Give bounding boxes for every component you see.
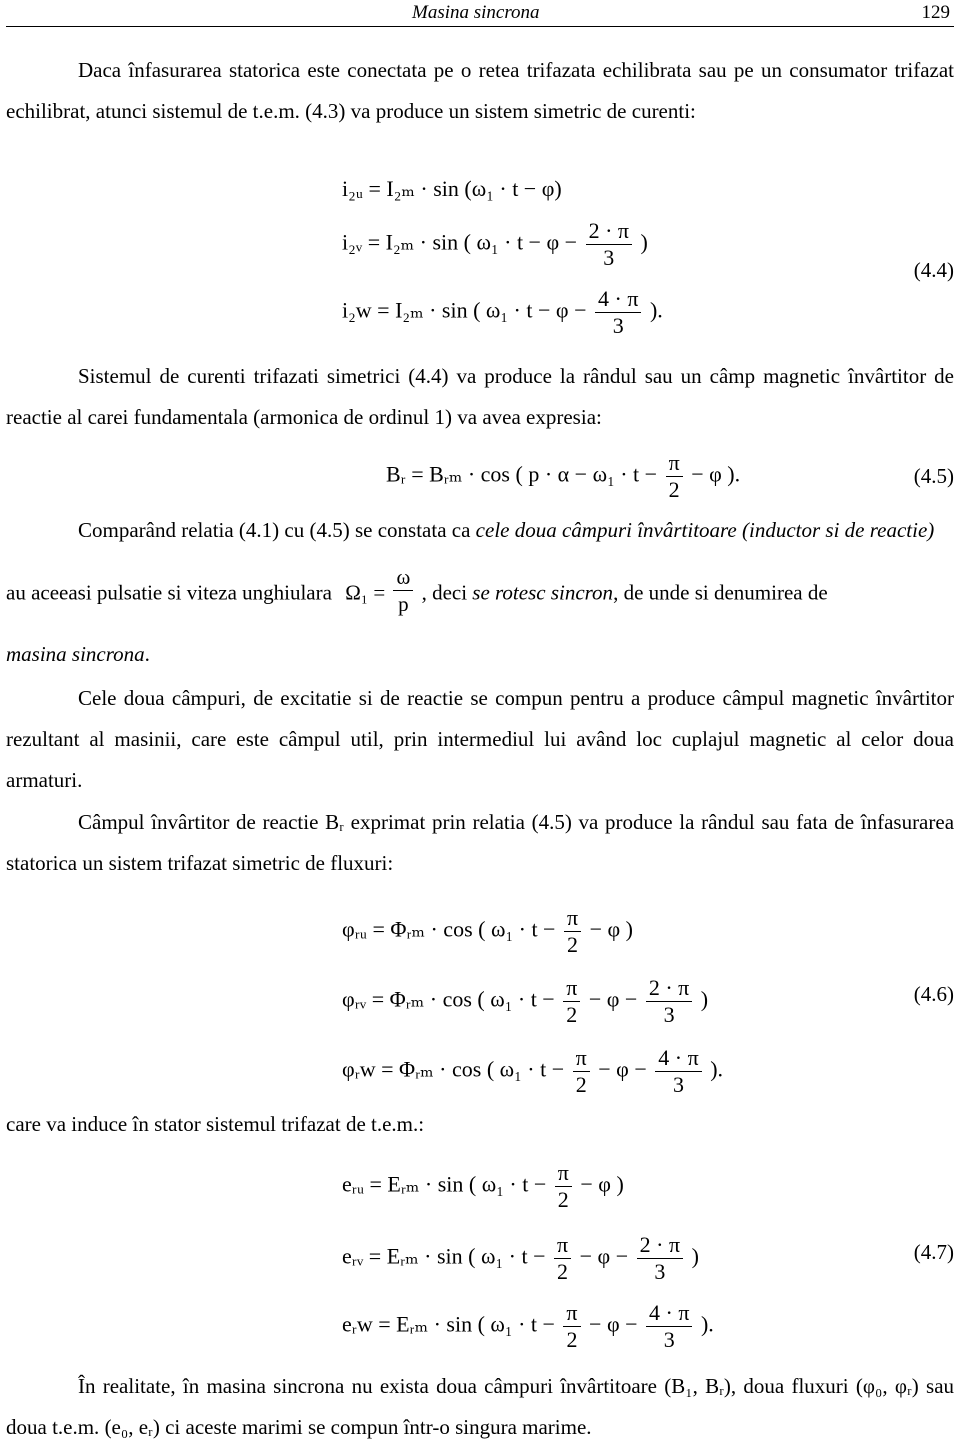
numerator: π (555, 1160, 572, 1187)
paragraph-intro: Daca înfasurarea statorica este conectata pe o retea trifazata echilibrata sau pe un consumator trifazat echilibrat, atunci sistemul de t.e.m. (4.3) va produce un sistem simetric de curenti: (6, 58, 954, 123)
numerator: 2 · π (586, 218, 632, 245)
denominator: p (398, 592, 409, 616)
denominator: 3 (672, 1072, 684, 1097)
fraction (555, 1160, 572, 1213)
symbol: Bᵣ (325, 810, 344, 834)
denominator: 2 (668, 477, 680, 502)
paragraph-resultant: Cele doua câmpuri, de excitatie si de reactie se compun pentru a produce câmpul magnetic învârtitor rezultant al masinii, care este câmpul util, prin intermediul lui având loc cuplajul magnetic al celor doua armaturi. (6, 686, 954, 792)
eq-text: eᵣᵤ = Eᵣₘ · sin ( ω₁ · t − (342, 1171, 547, 1197)
text: . (144, 642, 150, 666)
fraction (586, 218, 632, 271)
paragraph-reality (6, 1366, 954, 1448)
text: În realitate, în masina sincrona nu exista doua câmpuri învârtitoare (78, 1374, 657, 1398)
paragraph-field: Sistemul de curenti trifazati simetrici (4.4) va produce la rândul sau un câmp magnetic învârtitor de reactie al carei fundamentala (armonica de ordinul 1) va avea expresia: (6, 364, 954, 429)
eq-text: − φ ) (589, 916, 634, 942)
text: , deci (421, 580, 468, 605)
equation-4-6-line-2 (342, 975, 708, 1028)
eq-text: − φ − (589, 1311, 638, 1337)
fraction (666, 450, 683, 503)
denominator: 2 (557, 1259, 569, 1284)
numerator: π (666, 450, 683, 477)
text: , doua fluxuri (730, 1374, 849, 1398)
eq-text: φᵣᵤ = Φᵣₘ · cos ( ω₁ · t − (342, 916, 556, 942)
numerator: π (564, 905, 581, 932)
numerator: ω (393, 564, 413, 591)
eq-text: eᵣᵥ = Eᵣₘ · sin ( ω₁ · t − (342, 1243, 546, 1269)
equation-number-4-7: (4.7) (913, 1240, 954, 1264)
numerator: π (554, 1232, 571, 1259)
running-title: Masina sincrona (412, 2, 540, 23)
fraction (655, 1045, 701, 1098)
fraction (554, 1232, 571, 1285)
equation-4-7-line-3 (342, 1300, 714, 1353)
header-rule (6, 26, 954, 27)
fraction (563, 1300, 580, 1353)
fraction (646, 975, 692, 1028)
equation-4-4-line-2 (342, 218, 648, 271)
numerator: 2 · π (646, 975, 692, 1002)
text: ci aceste marimi se compun într-o singura marime. (165, 1415, 592, 1439)
numerator: 4 · π (595, 286, 641, 313)
equation-4-6-line-3 (342, 1045, 723, 1098)
eq-text: − φ ). (691, 461, 741, 487)
equation-number-4-6: (4.6) (913, 982, 954, 1006)
fraction (564, 905, 581, 958)
numerator: π (563, 1300, 580, 1327)
eq-text: − φ − (579, 1243, 629, 1269)
eq-text: i₂ᵥ = I₂ₘ · sin ( ω₁ · t − φ − (342, 229, 578, 255)
denominator: 2 (567, 932, 579, 957)
denominator: 2 (557, 1187, 569, 1212)
eq-text: φᵣᵥ = Φᵣₘ · cos ( ω₁ · t − (342, 986, 555, 1012)
equation-4-6-line-1 (342, 905, 633, 958)
eq-text: ). (649, 297, 663, 323)
equation-4-4-line-3 (342, 286, 663, 339)
paragraph-compare-l1 (78, 518, 954, 558)
equation-4-4-line-1: i₂ᵤ = I₂ₘ · sin (ω₁ · t − φ) (342, 176, 562, 201)
denominator: 3 (603, 245, 615, 270)
equation-4-5 (386, 450, 740, 503)
eq-text: − φ − (588, 986, 638, 1012)
numerator: 4 · π (646, 1300, 692, 1327)
equation-number-4-4: (4.4) (913, 258, 954, 282)
eq-text: ). (700, 1311, 714, 1337)
numerator: 4 · π (655, 1045, 701, 1072)
paragraph-fluxes (6, 802, 954, 884)
page-header (0, 0, 960, 30)
eq-text: ) (700, 986, 709, 1012)
numerator: π (573, 1045, 590, 1072)
denominator: 3 (663, 1327, 675, 1352)
eq-text: eᵣw = Eᵣₘ · sin ( ω₁ · t − (342, 1311, 555, 1337)
text: Comparând relatia (4.1) cu (4.5) se constata ca (78, 518, 471, 542)
fraction (563, 975, 580, 1028)
numerator: 2 · π (637, 1232, 683, 1259)
eq-text: − φ ) (580, 1171, 624, 1197)
equation-4-7-line-2 (342, 1232, 699, 1285)
text: au aceeasi pulsatie si viteza unghiulara (6, 580, 332, 605)
symbol: (B₁, Bᵣ) (664, 1374, 731, 1398)
page-number: 129 (921, 2, 950, 23)
symbol: (e₀, eᵣ) (104, 1415, 160, 1439)
text: Câmpul învârtitor de reactie (78, 810, 319, 834)
symbol: (φ₀, φᵣ) (855, 1374, 919, 1398)
denominator: 2 (566, 1327, 578, 1352)
emphasis: cele doua câmpuri învârtitoare (inductor si de reactie) (475, 518, 935, 542)
denominator: 3 (663, 1002, 675, 1027)
denominator: 3 (612, 313, 624, 338)
fraction (637, 1232, 683, 1285)
eq-text: ) (691, 1243, 699, 1269)
emphasis: se rotesc sincron (472, 580, 614, 605)
fraction (595, 286, 641, 339)
eq-text: i₂w = I₂ₘ · sin ( ω₁ · t − φ − (342, 297, 587, 323)
equation-number-4-5: (4.5) (913, 464, 954, 488)
fraction (573, 1045, 590, 1098)
fraction (646, 1300, 692, 1353)
paragraph-induce: care va induce în stator sistemul trifazat de t.e.m.: (6, 1112, 425, 1136)
paragraph-compare-l3 (6, 642, 954, 682)
text: exprimat prin relatia (4.5) va produce la rândul sau fata de înfasurarea statorica un sistem trifazat simetric de fluxuri: (6, 810, 955, 875)
eq-text: − φ − (598, 1056, 647, 1082)
emphasis: masina sincrona (6, 642, 145, 666)
eq-text: ). (710, 1056, 724, 1082)
omega-lhs: Ω₁ = (345, 580, 386, 605)
denominator: 2 (566, 1002, 578, 1027)
text: sau doua t.e.m. (6, 1374, 955, 1439)
fraction (393, 564, 413, 617)
eq-text: ) (640, 229, 648, 255)
numerator: π (563, 975, 580, 1002)
denominator: 2 (575, 1072, 587, 1097)
eq-text: Bᵣ = Bᵣₘ · cos ( p · α − ω₁ · t − (386, 461, 658, 487)
paragraph-compare-l2 (6, 565, 954, 616)
equation-4-7-line-1 (342, 1160, 624, 1213)
text: , de unde si denumirea de (613, 580, 828, 605)
denominator: 3 (654, 1259, 666, 1284)
eq-text: φᵣw = Φᵣₘ · cos ( ω₁ · t − (342, 1056, 565, 1082)
